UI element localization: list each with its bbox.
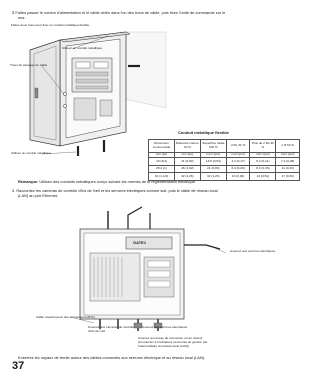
remark-text: Utilisez des conduits métalliques conçu suivant les normes de la réglementation électrique. (39, 179, 196, 184)
table-cell: 8,3 (0,33) (250, 165, 276, 173)
header-cell: 2 fils 31 % (226, 140, 250, 153)
table-cell: 7,2 (0,28) (276, 158, 300, 166)
gate-label: GATE1 (133, 240, 147, 245)
label-network-line2: (Connectez à l'ordinateur personnel de gestion par (138, 340, 208, 344)
table-cell: 21 (0,83) (200, 165, 226, 173)
table-cell: 5,4 (0,21) (250, 158, 276, 166)
label-coax-cable: Câble coaxial (avec des connecteurs BNC) (36, 315, 95, 319)
table-cell: 11 (0,43) (276, 165, 300, 173)
table-cell: 32 (1,26) (174, 173, 200, 181)
step2-paragraph (12, 10, 292, 15)
table-cell: 13 (0,51) (250, 173, 276, 181)
remark-label: Remarque: (18, 179, 39, 184)
unit-cell: mm² (po²) (226, 152, 250, 157)
ferrite-instruction: Enserrez les noyaux de ferrite autour des câbles connectés aux serrures électrique et au réseau local (LAN). (18, 355, 206, 360)
table-cell: 25,4 (1) (149, 165, 175, 173)
label-cable-holes: Trous de passage de câble (10, 63, 48, 67)
label-network-line3: l'intermédiaire du réseau local (LAN)) (138, 344, 189, 348)
label-iris-cameras: Amenez aux caméras de contrôle d'iris de l'œil (88, 325, 135, 333)
diagram1-caption: Faites deux trous pour fixer un conduit métallique flexible. (11, 23, 90, 27)
wiring-illustration (22, 205, 262, 345)
step3-text-line1: Raccordez les caméras de contrôle d'iris de l'œil et les serrures électriques comme suit, puis le câble de réseau local (16, 188, 218, 193)
table-cell: 19 (3/4) (149, 158, 175, 166)
table-cell: 17 (0,66) (276, 173, 300, 181)
label-network-line1: Amenez au réseau de connexion ou au routeur (138, 336, 203, 340)
table-cell: 13,5 (0,53) (200, 158, 226, 166)
step3-number: 3. (12, 188, 16, 193)
conduit-table-title: Conduit métallique flexible (178, 130, 229, 135)
step2-number: 2 (12, 10, 15, 15)
label-conduit-bottom: Utilisez un conduit métallique. (11, 151, 52, 155)
table-cell: 26 (1,02) (174, 165, 200, 173)
unit-cell: mm (po) (149, 152, 175, 157)
step2-text-line2: mur. (18, 14, 26, 20)
label-conduit-top: Utilisez un conduit métallique. (62, 46, 103, 50)
table-cell: 32 (1,26) (200, 173, 226, 181)
remark (18, 180, 196, 185)
unit-cell: mm² (po²) (276, 152, 300, 157)
table-cell: 10 (0,40) (226, 173, 250, 181)
label-locks-right: Amenez aux serrures électriques (230, 249, 276, 253)
table-cell: 4,2 (0,17) (226, 158, 250, 166)
step2-text-line1: Faites passer le cordon d'alimentation et le câble vidéo dans l'un des trous de câble, puis fixez l'unité de commande sur le (15, 10, 226, 15)
unit-cell: mm² (po²) (250, 152, 276, 157)
table-cell: 21 (0,82) (174, 158, 200, 166)
conduit-table (148, 139, 300, 181)
header-cell: Superficie totale 100 % (200, 140, 226, 153)
header-cell: Dimension commerciale (149, 140, 175, 153)
unit-cell: mm (po) (174, 152, 200, 157)
header-cell: Diamètre interne 10 % (174, 140, 200, 153)
page-number: 37 (12, 360, 25, 372)
table-row (149, 165, 300, 173)
header-cell: 1 fil 53 % (276, 140, 300, 153)
label-locks-bottom: Amenez aux serrures électriques (142, 325, 188, 329)
step3-text-line2: (LAN) au port Ethernet. (18, 193, 59, 198)
table-cell: 32 (1-1/4) (149, 173, 175, 181)
table-cell: 6,4 (0,26) (226, 165, 250, 173)
unit-cell: mm² (po²) (200, 152, 226, 157)
table-row (149, 158, 300, 166)
header-cell: Plus de 2 fils 40 % (250, 140, 276, 153)
